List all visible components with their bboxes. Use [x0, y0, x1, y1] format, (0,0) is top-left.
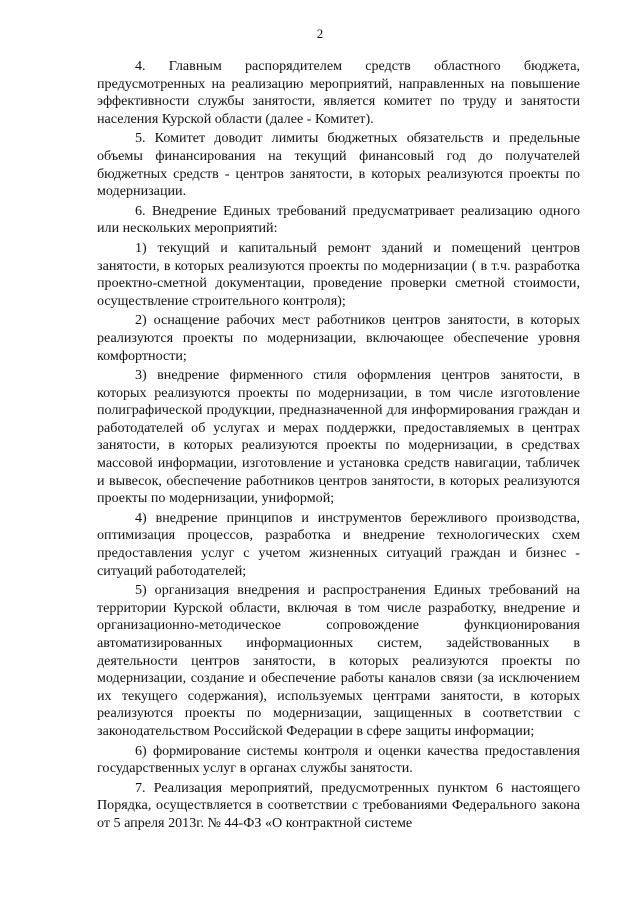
subitem-2-workplaces: 2) оснащение рабочих мест работников центров занятости, в которых реализуются проекты по модернизации, включающее обеспечение уровня комфортности;: [97, 312, 580, 364]
document-body: [97, 58, 580, 835]
subitem-1-repair: 1) текущий и капитальный ремонт зданий и помещений центров занятости, в которых реализуются проекты по модернизации ( в т.ч. разработка проектно-сметной документации, проведение проверки сметной стоимости, осуществление строительного контроля);: [97, 239, 580, 309]
paragraph-item-5: 5. Комитет доводит лимиты бюджетных обязательств и предельные объемы финансирования на текущий финансовый год до получателей бюджетных средств - центров занятости, в которых реализуются проекты по модернизации.: [97, 130, 580, 200]
subitem-6-quality-control: 6) формирование системы контроля и оценки качества предоставления государственных услуг в органах службы занятости.: [97, 742, 580, 777]
paragraph-item-4: 4. Главным распорядителем средств областного бюджета, предусмотренных на реализацию мероприятий, направленных на повышение эффективности службы занятости, является комитет по труду и занятости населения Курской области (далее - Комитет).: [97, 58, 580, 127]
page-number: 2: [316, 26, 324, 41]
subitem-4-lean-production: 4) внедрение принципов и инструментов бережливого производства, оптимизация процессов, разработка и внедрение технологических схем предоставления услуг с учетом жизненных ситуаций граждан и бизнес - ситуаций работодателей;: [97, 509, 580, 579]
paragraph-item-7: 7. Реализация мероприятий, предусмотренных пунктом 6 настоящего Порядка, осуществляется в соответствии с требованиями Федерального закона от 5 апреля 2013г. № 44-ФЗ «О контрактной системе: [97, 779, 580, 831]
subitem-3-corporate-style: 3) внедрение фирменного стиля оформления центров занятости, в которых реализуются проекты по модернизации, в том числе изготовление полиграфической продукции, предназначенной для информирования граждан и работодателей об услугах и мерах поддержки, предоставляемых в центрах занятости, в которых реализуются проекты по модернизации, в средствах массовой информации, изготовление и установка средств навигации, табличек и вывесок, обеспечение работников центров занятости, в которых реализуются проекты по модернизации, униформой;: [97, 367, 580, 507]
subitem-5-requirements-rollout: 5) организация внедрения и распространения Единых требований на территории Курской области, включая в том числе разработку, внедрение и организационно-методическое сопровождение функционирования автоматизированных информационных систем, задействованных в деятельности центров занятости, в которых реализуются проекты по модернизации, создание и обеспечение работы каналов связи (за исключением их текущего содержания), используемых центрами занятости, в которых реализуются проекты по модернизации, защищенных в соответствии с законодательством Российской Федерации в сфере защиты информации;: [97, 582, 580, 739]
paragraph-item-6: 6. Внедрение Единых требований предусматривает реализацию одного или нескольких мероприятий:: [97, 202, 580, 237]
